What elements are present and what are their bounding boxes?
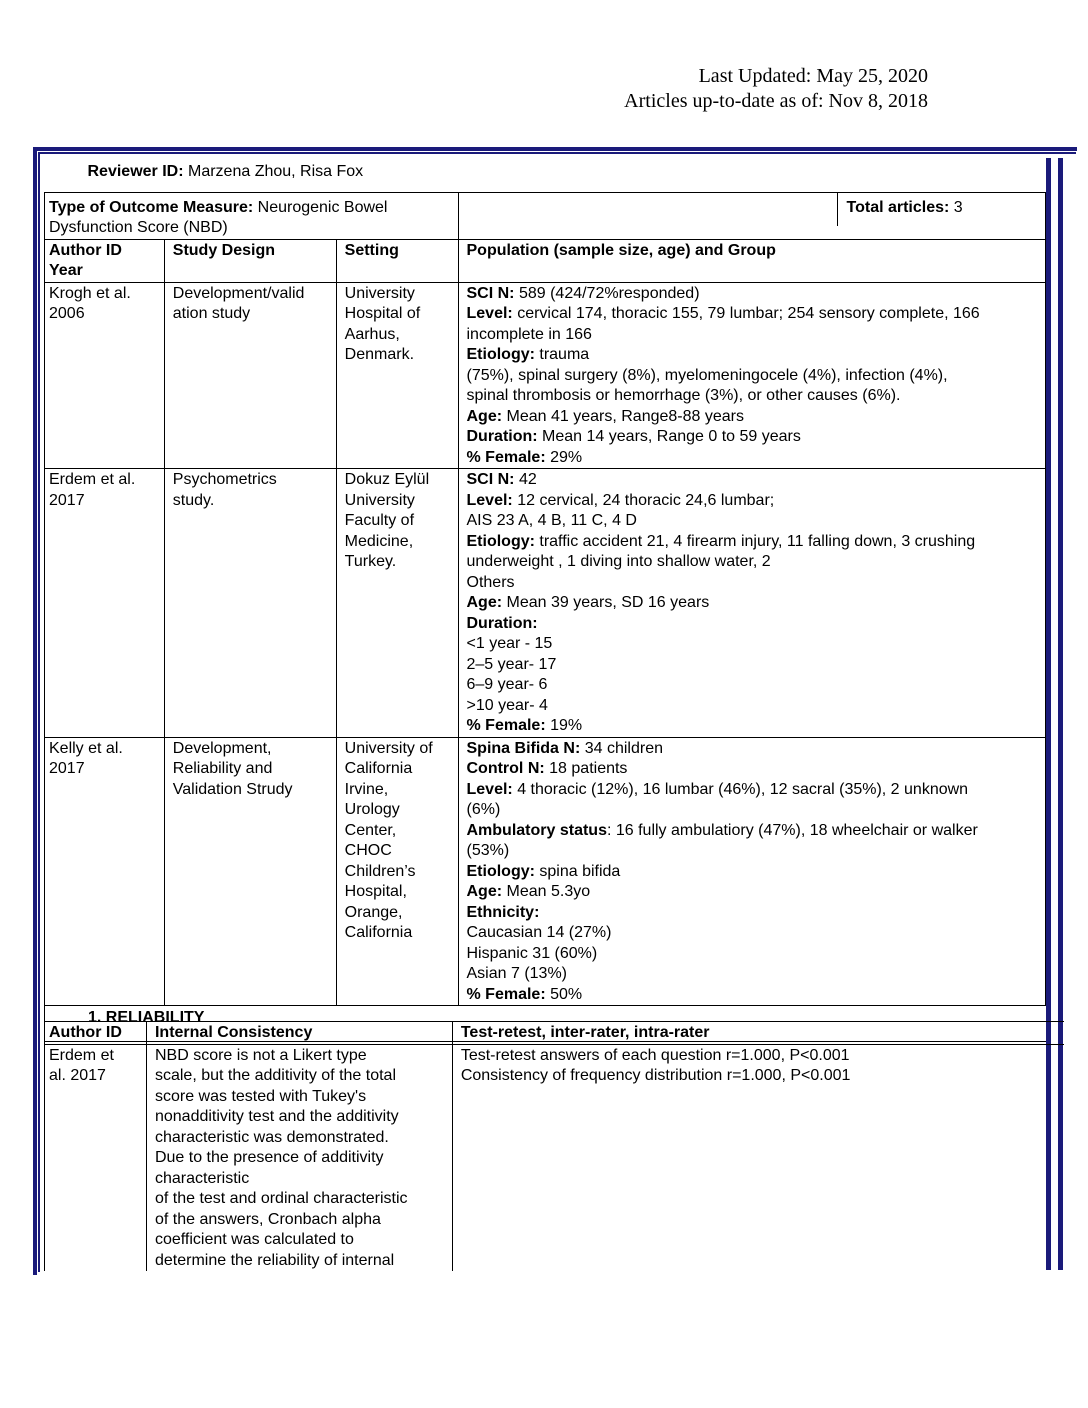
population-value: Others	[466, 573, 515, 591]
setting-line: University	[344, 284, 415, 302]
population-line	[467, 985, 1042, 1006]
rel-internal-line: determine the reliability of internal	[154, 1251, 395, 1269]
author-line: Krogh et al.	[49, 284, 131, 302]
population-label: Etiology:	[466, 532, 535, 550]
population-line	[467, 407, 1042, 428]
setting-line: University of	[344, 739, 433, 757]
population-line	[467, 304, 1042, 325]
setting-line: Denmark.	[344, 346, 415, 363]
rel-internal-line: characteristic	[154, 1169, 250, 1187]
population-value: cervical 174, thoracic 155, 79 lumbar; 254 sensory complete, 166	[512, 305, 980, 322]
rel-test-line: Consistency of frequency distribution r=1.000, P<0.001	[460, 1067, 851, 1084]
cell-population	[458, 282, 1046, 469]
population-line	[467, 821, 1042, 842]
population-line	[467, 386, 1042, 407]
population-line	[467, 532, 1042, 553]
design-line: Psychometrics	[172, 471, 277, 488]
population-value: 29%	[545, 448, 583, 466]
table-row	[45, 737, 1046, 1006]
rel-test-cell	[452, 1044, 1064, 1271]
author-line: Kelly et al.	[49, 739, 123, 757]
population-label: Ambulatory status	[466, 821, 607, 839]
population-value: Mean 5.3yo	[502, 883, 591, 900]
population-value: underweight , 1 diving into shallow water, 2	[466, 553, 771, 570]
population-value: Asian 7 (13%)	[466, 965, 567, 982]
cell-population	[458, 737, 1046, 1006]
population-line	[467, 759, 1042, 780]
population-label: Spina Bifida N:	[466, 739, 581, 757]
author-line: 2017	[49, 491, 85, 509]
cell-author	[45, 737, 165, 1006]
population-value: spinal thrombosis or hemorrhage (3%), or other causes (6%).	[466, 387, 901, 404]
setting-line: University	[344, 491, 415, 509]
population-line	[467, 573, 1042, 594]
population-line	[467, 841, 1042, 862]
last-updated: Last Updated: May 25, 2020	[698, 65, 928, 87]
population-label: SCI N:	[466, 471, 515, 488]
setting-line: CHOC	[344, 842, 392, 859]
setting-line: Dokuz Eylül	[344, 471, 430, 488]
population-label: % Female:	[466, 985, 546, 1003]
setting-line: Orange,	[344, 903, 403, 921]
col-population-header: Population (sample size, age) and Group	[458, 239, 1046, 282]
design-line: Development/valid	[172, 284, 305, 302]
population-value: 19%	[545, 717, 583, 734]
population-line	[467, 284, 1042, 305]
population-line	[467, 511, 1042, 532]
setting-line: Hospital,	[344, 883, 407, 900]
population-line	[467, 634, 1042, 655]
cell-setting	[336, 469, 458, 738]
population-line	[467, 325, 1042, 346]
page-header	[624, 64, 928, 114]
population-line	[467, 427, 1042, 448]
design-line: Validation Strudy	[172, 780, 293, 798]
setting-line: Children’s	[344, 862, 416, 880]
population-value: Caucasian 14 (27%)	[466, 924, 612, 941]
population-line	[467, 675, 1042, 696]
population-line	[467, 552, 1042, 573]
population-line	[467, 593, 1042, 614]
design-line: ation study	[172, 305, 251, 322]
population-line	[467, 470, 1042, 491]
population-line	[467, 800, 1042, 821]
author-line: 2006	[49, 305, 85, 322]
rel-internal-line: of the test and ordinal characteristic	[154, 1190, 408, 1207]
population-label: Duration:	[466, 428, 538, 445]
total-articles: Total articles: 3	[458, 192, 1046, 239]
population-value: 50%	[545, 985, 583, 1003]
cell-author	[45, 469, 165, 738]
reliability-heading: 1. RELIABILITY	[45, 1006, 1046, 1042]
rel-author-cell	[45, 1044, 147, 1271]
population-line	[467, 739, 1042, 760]
rel-internal-line: nonadditivity test and the additivity	[154, 1108, 399, 1125]
setting-line: Center,	[344, 821, 397, 839]
population-value: 34 children	[580, 739, 663, 757]
table-row	[45, 469, 1046, 738]
main-table	[44, 158, 1046, 1042]
population-line	[467, 923, 1042, 944]
rel-internal-line: characteristic was demonstrated.	[154, 1128, 389, 1146]
design-line: Development,	[172, 739, 272, 757]
population-line	[467, 716, 1042, 737]
population-value: (53%)	[466, 842, 510, 859]
setting-line: Irvine,	[344, 780, 389, 798]
population-line	[467, 964, 1042, 985]
population-label: Etiology:	[466, 862, 535, 880]
population-value: 589 (424/72%responded)	[514, 284, 700, 302]
population-line	[467, 882, 1042, 903]
population-label: Age:	[466, 407, 503, 425]
rel-internal-line: score was tested with Tukey's	[154, 1087, 367, 1105]
rel-internal-line: Due to the presence of additivity	[154, 1149, 384, 1166]
col-setting-header: Setting	[336, 239, 458, 282]
population-value: (75%), spinal surgery (8%), myelomeningocele (4%), infection (4%),	[466, 366, 948, 384]
setting-line: Faculty of	[344, 512, 415, 529]
population-line	[467, 366, 1042, 387]
population-line	[467, 614, 1042, 635]
population-value: 42	[514, 471, 537, 488]
population-value: (6%)	[466, 801, 501, 818]
design-line: Reliability and	[172, 760, 273, 777]
population-value: AIS 23 A, 4 B, 11 C, 4 D	[466, 512, 637, 529]
design-line: study.	[172, 491, 215, 509]
setting-line: California	[344, 924, 413, 941]
population-label: Control N:	[466, 760, 545, 777]
rel-col-test: Test-retest, inter-rater, intra-rater	[452, 1022, 1064, 1045]
reviewer-row: Reviewer ID: Marzena Zhou, Risa Fox	[45, 158, 1046, 192]
articles-date: Articles up-to-date as of: Nov 8, 2018	[624, 90, 928, 112]
setting-line: California	[344, 760, 413, 777]
population-line	[467, 780, 1042, 801]
population-value: : 16 fully ambulatiory (47%), 18 wheelchair or walker	[606, 821, 978, 839]
setting-line: Urology	[344, 801, 400, 818]
population-value: trauma	[534, 346, 590, 363]
cell-design	[164, 469, 336, 738]
population-label: Ethnicity:	[466, 903, 540, 921]
rel-internal-line: NBD score is not a Likert type	[154, 1046, 367, 1064]
cell-design	[164, 737, 336, 1006]
population-value: 18 patients	[544, 760, 628, 777]
col-author-header: Author ID Year	[45, 239, 165, 282]
rel-test-line: Test-retest answers of each question r=1.000, P<0.001	[460, 1046, 850, 1064]
setting-line: Medicine,	[344, 532, 414, 550]
population-value: Mean 39 years, SD 16 years	[502, 594, 710, 611]
population-label: Age:	[466, 594, 503, 611]
cell-population	[458, 469, 1046, 738]
population-value: >10 year- 4	[466, 696, 548, 714]
rel-internal-line: scale, but the additivity of the total	[154, 1067, 396, 1084]
cell-setting	[336, 737, 458, 1006]
population-label: % Female:	[466, 717, 546, 734]
rel-col-author: Author ID	[45, 1022, 147, 1045]
setting-line: Aarhus,	[344, 325, 400, 343]
author-line: 2017	[49, 760, 85, 777]
rel-author-line: Erdem et	[49, 1046, 114, 1064]
cell-setting	[336, 282, 458, 469]
population-line	[467, 491, 1042, 512]
rel-col-internal: Internal Consistency	[146, 1022, 452, 1045]
population-label: Age:	[466, 883, 503, 900]
col-design-header: Study Design	[164, 239, 336, 282]
cell-author	[45, 282, 165, 469]
population-label: Level:	[466, 780, 513, 798]
population-value: spina bifida	[534, 862, 621, 880]
population-label: Etiology:	[466, 346, 535, 363]
setting-line: Turkey.	[344, 553, 397, 570]
reliability-table	[44, 1021, 1064, 1271]
population-line	[467, 655, 1042, 676]
cell-design	[164, 282, 336, 469]
rel-internal-cell	[146, 1044, 452, 1271]
population-label: SCI N:	[466, 284, 515, 302]
rel-author-line: al. 2017	[49, 1067, 106, 1084]
population-label: % Female:	[466, 448, 546, 466]
table-row	[45, 282, 1046, 469]
population-value: Hispanic 31 (60%)	[466, 944, 598, 962]
population-value: incomplete in 166	[466, 325, 592, 343]
population-label: Level:	[466, 305, 513, 322]
setting-line: Hospital of	[344, 305, 421, 322]
population-value: 12 cervical, 24 thoracic 24,6 lumbar;	[512, 491, 775, 509]
population-value: <1 year - 15	[466, 635, 553, 652]
rel-internal-line: of the answers, Cronbach alpha	[154, 1210, 381, 1228]
population-value: Mean 14 years, Range 0 to 59 years	[537, 428, 801, 445]
population-line	[467, 448, 1042, 469]
population-line	[467, 696, 1042, 717]
population-label: Duration:	[466, 614, 538, 632]
outcome-measure: Type of Outcome Measure: Neurogenic Bowel Dysfunction Score (NBD)	[45, 192, 459, 239]
population-line	[467, 345, 1042, 366]
population-value: 4 thoracic (12%), 16 lumbar (46%), 12 sacral (35%), 2 unknown	[512, 780, 969, 798]
population-value: 2–5 year- 17	[466, 655, 557, 673]
population-line	[467, 944, 1042, 965]
population-value: Mean 41 years, Range8-88 years	[502, 407, 744, 425]
population-label: Level:	[466, 491, 513, 509]
population-line	[467, 903, 1042, 924]
population-value: 6–9 year- 6	[466, 676, 548, 693]
population-value: traffic accident 21, 4 firearm injury, 11 falling down, 3 crushing	[534, 532, 976, 550]
rel-internal-line: coefficient was calculated to	[154, 1231, 354, 1248]
author-line: Erdem et al.	[49, 471, 136, 488]
population-line	[467, 862, 1042, 883]
